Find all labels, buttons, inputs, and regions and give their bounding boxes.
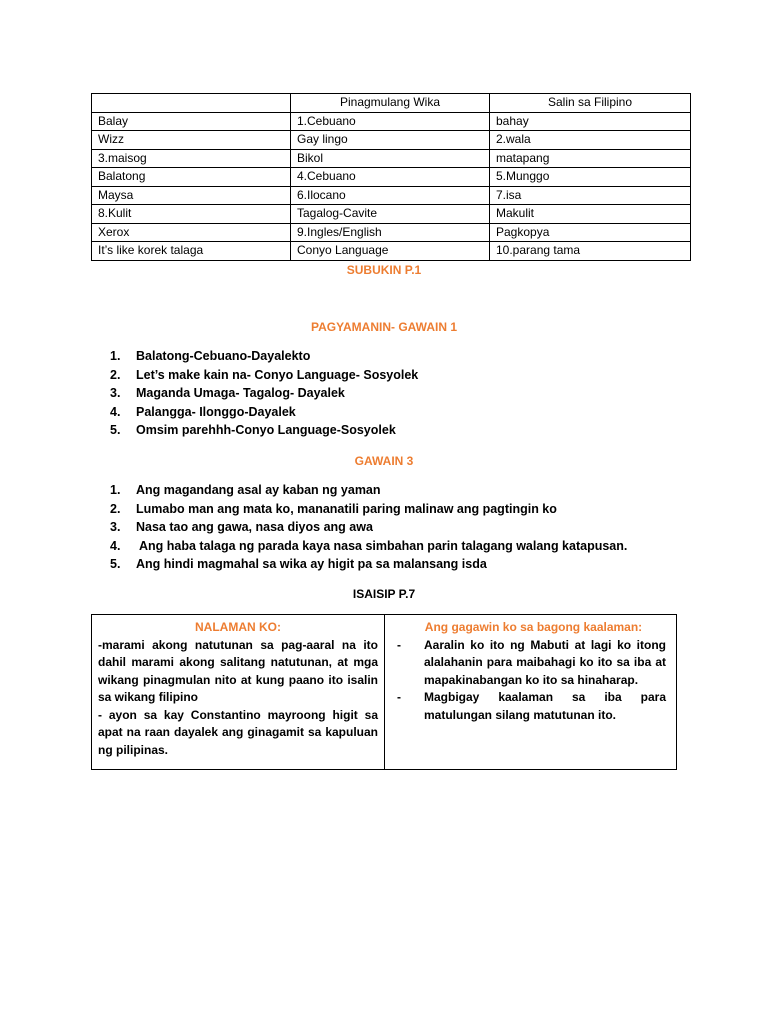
vocabulary-table	[91, 93, 691, 261]
list-number: 5.	[110, 557, 121, 571]
heading-pagyamanin: PAGYAMANIN- GAWAIN 1	[310, 320, 457, 334]
table-header-row	[92, 94, 691, 113]
table-cell: 8.Kulit	[92, 205, 291, 224]
heading-gawain3: GAWAIN 3	[354, 454, 414, 468]
list-number: 3.	[110, 386, 121, 400]
list-item	[110, 500, 627, 519]
table-header-cell: Salin sa Filipino	[490, 94, 691, 113]
table-cell: 4.Cebuano	[291, 168, 490, 187]
table-cell: Conyo Language	[291, 242, 490, 261]
table-row	[92, 112, 691, 131]
table-cell: Makulit	[490, 205, 691, 224]
list-text: Omsim parehhh-Conyo Language-Sosyolek	[136, 423, 396, 437]
nalaman-paragraph: -marami akong natutunan sa pag-aaral na ito dahil marami akong salitang natutunan, at mga wikang pinagmulan nito at kung paano ito isalin sa wikang filipino	[98, 637, 378, 704]
list-dash: -	[397, 690, 401, 704]
table-cell: Balatong	[92, 168, 291, 187]
nalaman-paragraph: - ayon sa kay Constantino mayroong higit sa apat na raan dayalek ang ginagamit sa kapuluan ng pilipinas.	[98, 707, 378, 757]
list-item	[397, 689, 670, 724]
table-cell: Balay	[92, 112, 291, 131]
table-row	[92, 131, 691, 150]
list-item	[110, 403, 418, 422]
nalaman-column	[92, 615, 385, 769]
table-cell: 5.Munggo	[490, 168, 691, 187]
heading-isaisip: ISAISIP P.7	[352, 587, 416, 601]
list-text: Ang magandang asal ay kaban ng yaman	[136, 483, 381, 497]
table-cell: Bikol	[291, 149, 490, 168]
table-cell: Xerox	[92, 223, 291, 242]
table-cell: 2.wala	[490, 131, 691, 150]
list-text: Nasa tao ang gawa, nasa diyos ang awa	[136, 520, 373, 534]
list-number: 1.	[110, 349, 121, 363]
table-cell: bahay	[490, 112, 691, 131]
table-cell: Gay lingo	[291, 131, 490, 150]
table-cell: 3.maisog	[92, 149, 291, 168]
table-row	[92, 205, 691, 224]
list-number: 4.	[110, 404, 121, 419]
list-text: Ang haba talaga ng parada kaya nasa simbahan parin talagang walang katapusan.	[136, 538, 628, 553]
gagawin-column	[385, 615, 676, 769]
table-cell: It’s like korek talaga	[92, 242, 291, 261]
table-cell: 7.isa	[490, 186, 691, 205]
list-item	[110, 537, 627, 556]
table-header-cell	[92, 94, 291, 113]
table-cell: Pagkopya	[490, 223, 691, 242]
list-number: 5.	[110, 423, 121, 437]
list-number: 4.	[110, 538, 121, 553]
list-item	[110, 421, 418, 440]
gagawin-title: Ang gagawin ko sa bagong kaalaman:	[424, 620, 643, 634]
list-number: 2.	[110, 367, 121, 382]
table-row	[92, 168, 691, 187]
list-text: Let’s make kain na- Conyo Language- Sosyolek	[136, 367, 419, 382]
list-text: Ang hindi magmahal sa wika ay higit pa sa malansang isda	[136, 557, 487, 571]
list-item	[110, 384, 418, 403]
list-text: Magbigay kaalaman sa iba para matulungan silang matutunan ito.	[424, 690, 666, 722]
table-cell: Tagalog-Cavite	[291, 205, 490, 224]
list-text: Palangga- Ilonggo-Dayalek	[136, 404, 296, 419]
gawain1-list	[110, 347, 418, 440]
list-item	[110, 347, 418, 366]
table-cell: Wizz	[92, 131, 291, 150]
list-text: Balatong-Cebuano-Dayalekto	[136, 349, 311, 363]
table-row	[92, 242, 691, 261]
table-header-cell: Pinagmulang Wika	[291, 94, 490, 113]
list-dash: -	[397, 637, 401, 652]
table-cell: 1.Cebuano	[291, 112, 490, 131]
list-number: 1.	[110, 483, 121, 497]
table-cell: 10.parang tama	[490, 242, 691, 261]
heading-subukin: SUBUKIN P.1	[346, 263, 422, 277]
nalaman-title: NALAMAN KO:	[195, 620, 281, 634]
table-row	[92, 149, 691, 168]
list-number: 2.	[110, 501, 121, 516]
list-text: Maganda Umaga- Tagalog- Dayalek	[136, 386, 345, 400]
gawain3-list	[110, 481, 627, 574]
table-cell: Maysa	[92, 186, 291, 205]
list-number: 3.	[110, 520, 121, 534]
list-item	[110, 555, 627, 574]
isaisip-box	[91, 614, 677, 770]
list-item	[110, 481, 627, 500]
list-text: Aaralin ko ito ng Mabuti at lagi ko itong alalahanin para maibahagi ko ito sa iba at mapakinabangan ko ito sa hinaharap.	[424, 637, 666, 687]
list-item	[110, 518, 627, 537]
list-text: Lumabo man ang mata ko, mananatili paring malinaw ang pagtingin ko	[136, 501, 557, 516]
table-cell: 9.Ingles/English	[291, 223, 490, 242]
table-cell: 6.Ilocano	[291, 186, 490, 205]
table-row	[92, 223, 691, 242]
table-row	[92, 186, 691, 205]
list-item	[397, 637, 670, 690]
table-cell: matapang	[490, 149, 691, 168]
list-item	[110, 366, 418, 385]
